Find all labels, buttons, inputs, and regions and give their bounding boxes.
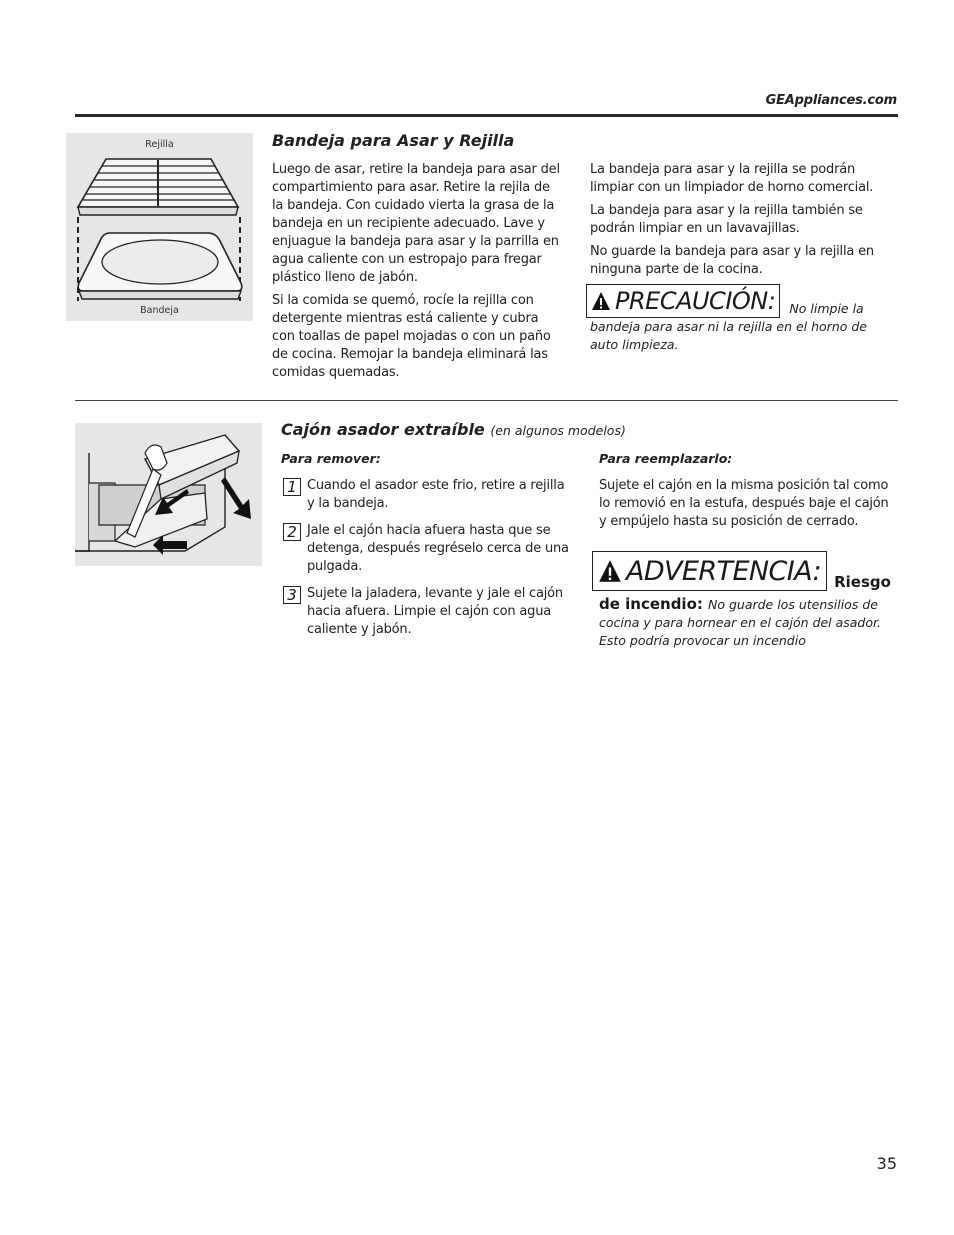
warning-hazard-label-2: de incendio: xyxy=(599,595,703,613)
paragraph: La bandeja para asar y la rejilla se podrán limpiar con un limpiador de horno comercial. xyxy=(590,162,874,195)
paragraph: No guarde la bandeja para asar y la rejilla en ninguna parte de la cocina. xyxy=(590,244,874,277)
figure-label-rack: Rejilla xyxy=(145,139,174,150)
broiler-pan-column-2 xyxy=(590,161,880,284)
remove-step-2 xyxy=(283,522,573,576)
drawer-removal-illustration xyxy=(75,423,262,566)
warning-label-box xyxy=(592,551,827,591)
warning-text-start: No guarde los utensilios de xyxy=(707,597,878,612)
step-text: Jale el cajón hacia afuera hasta que se detenga, después regréselo cerca de una pulgada. xyxy=(307,523,569,574)
caution-label-box xyxy=(586,284,780,318)
header-rule xyxy=(75,114,898,117)
caution-text-rest: bandeja para asar ni la rejilla en el horno de auto limpieza. xyxy=(590,319,867,352)
section-title-broiler-pan: Bandeja para Asar y Rejilla xyxy=(272,131,515,150)
step-text: Sujete la jaladera, levante y jale el cajón hacia afuera. Limpie el cajón con agua caliente y jabón. xyxy=(307,586,563,637)
section-divider xyxy=(75,400,898,401)
broiler-pan-figure xyxy=(66,133,253,321)
remove-step-1 xyxy=(283,477,573,513)
replace-heading: Para reemplazarlo: xyxy=(599,451,733,466)
caution-notice xyxy=(586,284,886,354)
broiler-drawer-figure xyxy=(75,423,262,566)
remove-heading: Para remover: xyxy=(281,451,381,466)
warning-notice xyxy=(592,551,898,650)
warning-hazard-label: Riesgo xyxy=(834,573,891,591)
replace-text: Sujete el cajón en la misma posición tal como lo removió en la estufa, después baje el cajón y empújelo hasta su posición de cerrado. xyxy=(599,478,889,529)
warning-triangle-icon xyxy=(598,559,622,583)
rack-and-pan-illustration xyxy=(66,133,253,321)
step-number: 1 xyxy=(283,478,301,496)
page-number: 35 xyxy=(876,1154,897,1173)
section-title-broiler-drawer xyxy=(281,420,626,439)
paragraph: La bandeja para asar y la rejilla también se podrán limpiar en un lavavajillas. xyxy=(590,203,863,236)
warning-triangle-icon xyxy=(591,291,611,311)
caution-text-start: No limpie la xyxy=(789,301,864,316)
warning-text-rest: cocina y para hornear en el cajón del asador. Esto podría provocar un incendio xyxy=(599,615,881,648)
drawer-title-note: (en algunos modelos) xyxy=(490,423,626,438)
warning-text xyxy=(599,595,898,650)
paragraph: Luego de asar, retire la bandeja para asar del compartimiento para asar. Retire la rejila de la bandeja. Con cuidado vierta la grasa de la bandeja en un recipiente adecuado. Lave y enjuague la bandeja para asar y la parrilla en agua caliente con un estropajo para fregar plástico lleno de jabón. xyxy=(272,162,560,285)
figure-label-pan: Bandeja xyxy=(140,305,179,316)
paragraph: Si la comida se quemó, rocíe la rejilla con detergente mientras está caliente y cubra con toallas de papel mojadas o con un paño de cocina. Remojar la bandeja eliminará las comidas quemadas. xyxy=(272,293,551,380)
warning-word: ADVERTENCIA: xyxy=(626,555,821,587)
drawer-title: Cajón asador extraíble xyxy=(281,420,485,439)
step-text: Cuando el asador este frio, retire a rejilla y la bandeja. xyxy=(307,478,565,511)
step-number: 2 xyxy=(283,523,301,541)
site-url: GEAppliances.com xyxy=(765,93,897,108)
broiler-pan-column-1 xyxy=(272,161,562,387)
remove-step-3 xyxy=(283,585,573,639)
step-number: 3 xyxy=(283,586,301,604)
caution-word: PRECAUCIÓN: xyxy=(615,287,776,315)
